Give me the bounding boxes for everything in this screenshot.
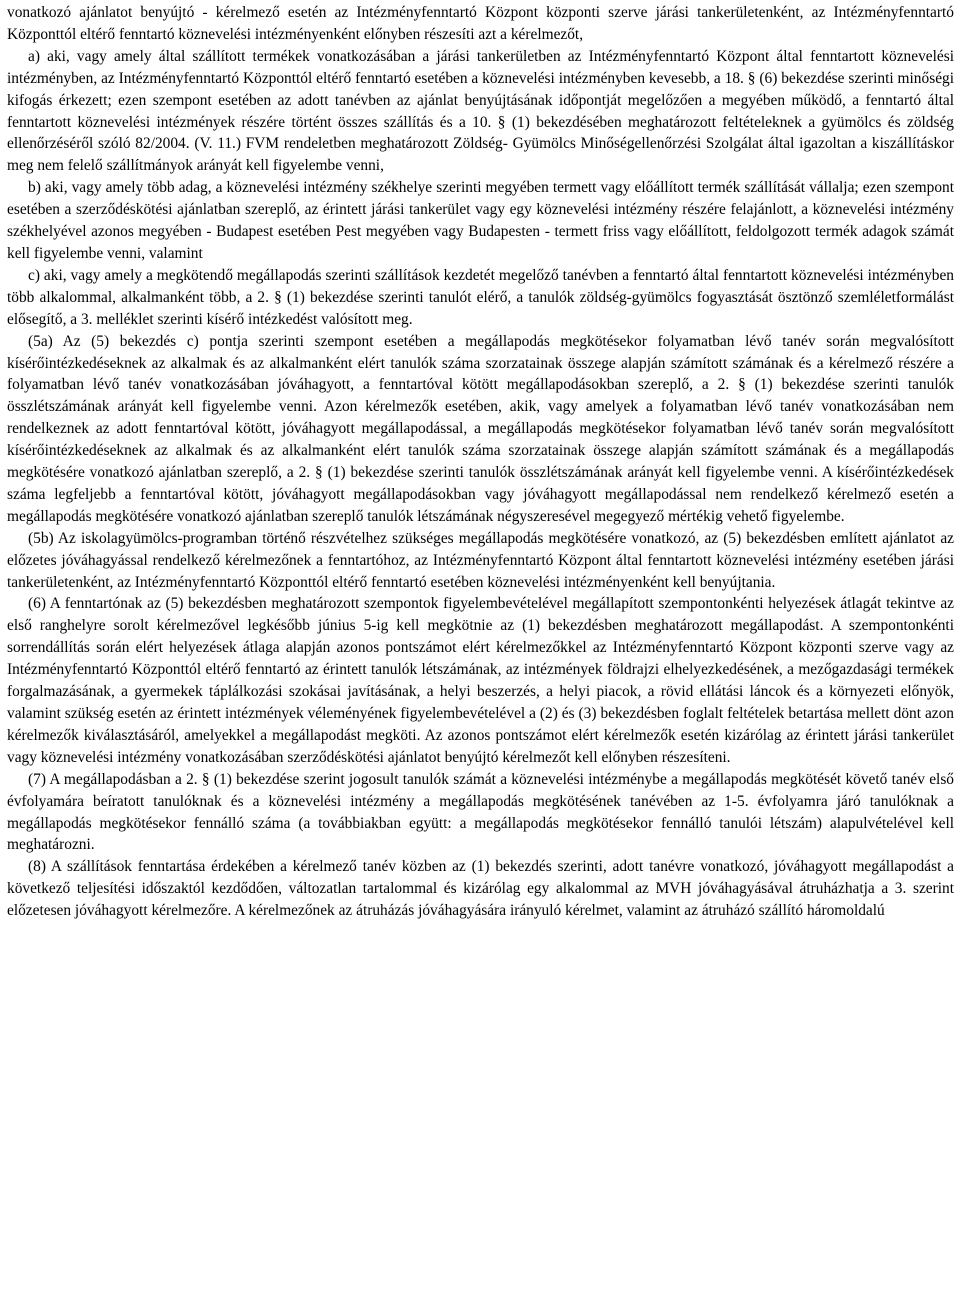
document-page: [7, 2, 954, 922]
paragraph-intro: vonatkozó ajánlatot benyújtó - kérelmező esetén az Intézményfenntartó Központ központi szerve járási tankerületenként, az Intézményfenntartó Központtól eltérő fenntartó köznevelési intézményenként előnyben részesíti azt a kérelmezőt,: [7, 4, 954, 43]
paragraph-point-b: b) aki, vagy amely több adag, a köznevelési intézmény székhelye szerinti megyében termett vagy előállított termék szállítását vállalja; ezen szempont esetében a szerződéskötési ajánlatban szereplő, az érintett járási tankerület vagy egy köznevelési intézmény részére felajánlott, a köznevelési intézmény székhelyével azonos megyében - Budapest esetében Pest megyében vagy Budapesten - termett friss vagy előállított, feldolgozott termék adagok számát kell figyelembe venni, valamint: [7, 179, 954, 262]
paragraph-point-a: a) aki, vagy amely által szállított termékek vonatkozásában a járási tankerületben az Intézményfenntartó Központ által fenntartott köznevelési intézményben, az Intézményfenntartó Központtól eltérő fenntartó esetében a köznevelési intézményben kevesebb, a 18. § (6) bekezdése szerinti minőségi kifogás érkezett; ezen szempont esetében az adott tanévben az ajánlat benyújtásának időpontját megelőzően a megyében működő, a fenntartó által fenntartott köznevelési intézmények részére történt összes szállítás és a 10. § (1) bekezdésében meghatározott feltételeknek a gyümölcs és zöldség ellenőrzéséről szóló 82/2004. (V. 11.) FVM rendeletben meghatározott Zöldség- Gyümölcs Minőségellenőrzési Szolgálat által igazoltan a kiszállításkor meg nem felelő szállítmányok arányát kell figyelembe venni,: [7, 47, 954, 175]
paragraph-8: (8) A szállítások fenntartása érdekében a kérelmező tanév közben az (1) bekezdés szerinti, adott tanévre vonatkozó, jóváhagyott megállapodást a következő teljesítési időszaktól kezdődően, változatlan tartalommal és kizárólag egy alkalommal az MVH jóváhagyásával átruházhatja a 3. szerint előzetesen jóváhagyott kérelmezőre. A kérelmezőnek az átruházás jóváhagyására irányuló kérelmet, valamint az átruházó szállító háromoldalú: [7, 858, 954, 920]
paragraph-5b: (5b) Az iskolagyümölcs-programban történő részvételhez szükséges megállapodás megkötésére vonatkozó, az (5) bekezdésben említett ajánlatot az előzetes jóváhagyással rendelkező kérelmezőnek a fenntartóhoz, az Intézményfenntartó Központ által fenntartott köznevelési intézmény esetében járási tankerületenként, az Intézményfenntartó Központtól eltérő fenntartó esetében köznevelési intézményenként kell benyújtania.: [7, 529, 954, 591]
paragraph-6: (6) A fenntartónak az (5) bekezdésben meghatározott szempontok figyelembevételével megállapított szempontonkénti helyezések átlagát tekintve az első ranghelyre sorolt kérelmezővel legkésőbb június 5-ig kell megkötnie az (1) bekezdésben meghatározott megállapodást. A szempontonkénti sorrendállítás során elért helyezések átlaga alapján azonos pontszámot elért kérelmezőkkel az Intézményfenntartó Központ központi szerve vagy az Intézményfenntartó Központtól eltérő fenntartó az érintett tanulók létszámának, az intézmények földrajzi elhelyezkedésének, a mezőgazdasági termékek forgalmazásának, a gyermekek táplálkozási szokásai javításának, a helyi beszerzés, a helyi piacok, a rövid ellátási láncok és a környezeti előnyök, valamint szükség esetén az érintett intézmények véleményének figyelembevételével a (2) és (3) bekezdésben foglalt feltételek betartása mellett dönt azon kérelmezők kiválasztásáról, amelyekkel a megállapodást megköti. Az azonos pontszámot elért kérelmezők esetén kizárólag az érintett járási tankerület vagy köznevelési intézmény vonatkozásában szerződéskötési ajánlatot benyújtó kérelmezőt kell előnyben részesíteni.: [7, 595, 954, 766]
paragraph-7: (7) A megállapodásban a 2. § (1) bekezdése szerint jogosult tanulók számát a köznevelési intézménybe a megállapodás megkötését követő tanév első évfolyamára beíratott tanulóknak és a köznevelési intézmény a megállapodás megkötésének tanévében az 1-5. évfolyamra járó tanulóknak a megállapodás megkötésekor fennálló száma (a továbbiakban együtt: a megállapodás megkötésekor fennálló tanulói létszám) alapulvételével kell meghatározni.: [7, 770, 954, 854]
paragraph-5a: (5a) Az (5) bekezdés c) pontja szerinti szempont esetében a megállapodás megkötésekor folyamatban lévő tanév során megvalósított kísérőintézkedéseknek az alkalmak és az alkalmanként elért tanulók száma szorzatainak összege alapján számított számának és a kérelmező részére a folyamatban lévő tanév vonatkozásában jóváhagyott, a fenntartóval kötött megállapodásokban szereplő, a 2. § (1) bekezdése szerinti tanulók összlétszámának arányát kell figyelembe venni. Azon kérelmezők esetében, akik, vagy amelyek a folyamatban lévő tanév vonatkozásában nem rendelkeznek az adott fenntartóval kötött, jóváhagyott megállapodással, a megállapodás megkötésekor folyamatban lévő tanév során megvalósított kísérőintézkedéseknek az alkalmak és az alkalmanként elért tanulók száma szorzatainak összege alapján számított számának és a megállapodás megkötésére vonatkozó ajánlatban szereplő, a 2. § (1) bekezdése szerinti tanulók összlétszámának arányát kell figyelembe venni. A kísérőintézkedések száma legfeljebb a fenntartóval kötött, jóváhagyott megállapodásokban vagy jóváhagyott megállapodással nem rendelkező kérelmező esetén a megállapodás megkötésére vonatkozó ajánlatban szereplő tanulók létszámának négyszeresével megegyező mértékig vehető figyelembe.: [7, 332, 954, 525]
paragraph-point-c: c) aki, vagy amely a megkötendő megállapodás szerinti szállítások kezdetét megelőző tanévben a fenntartó által fenntartott köznevelési intézményben több alkalommal, alkalmanként több, a 2. § (1) bekezdése szerinti tanulót elérő, a tanulók zöldség-gyümölcs fogyasztását ösztönző szemléletformálást elősegítő, a 3. melléklet szerinti kísérő intézkedést valósított meg.: [7, 266, 954, 328]
